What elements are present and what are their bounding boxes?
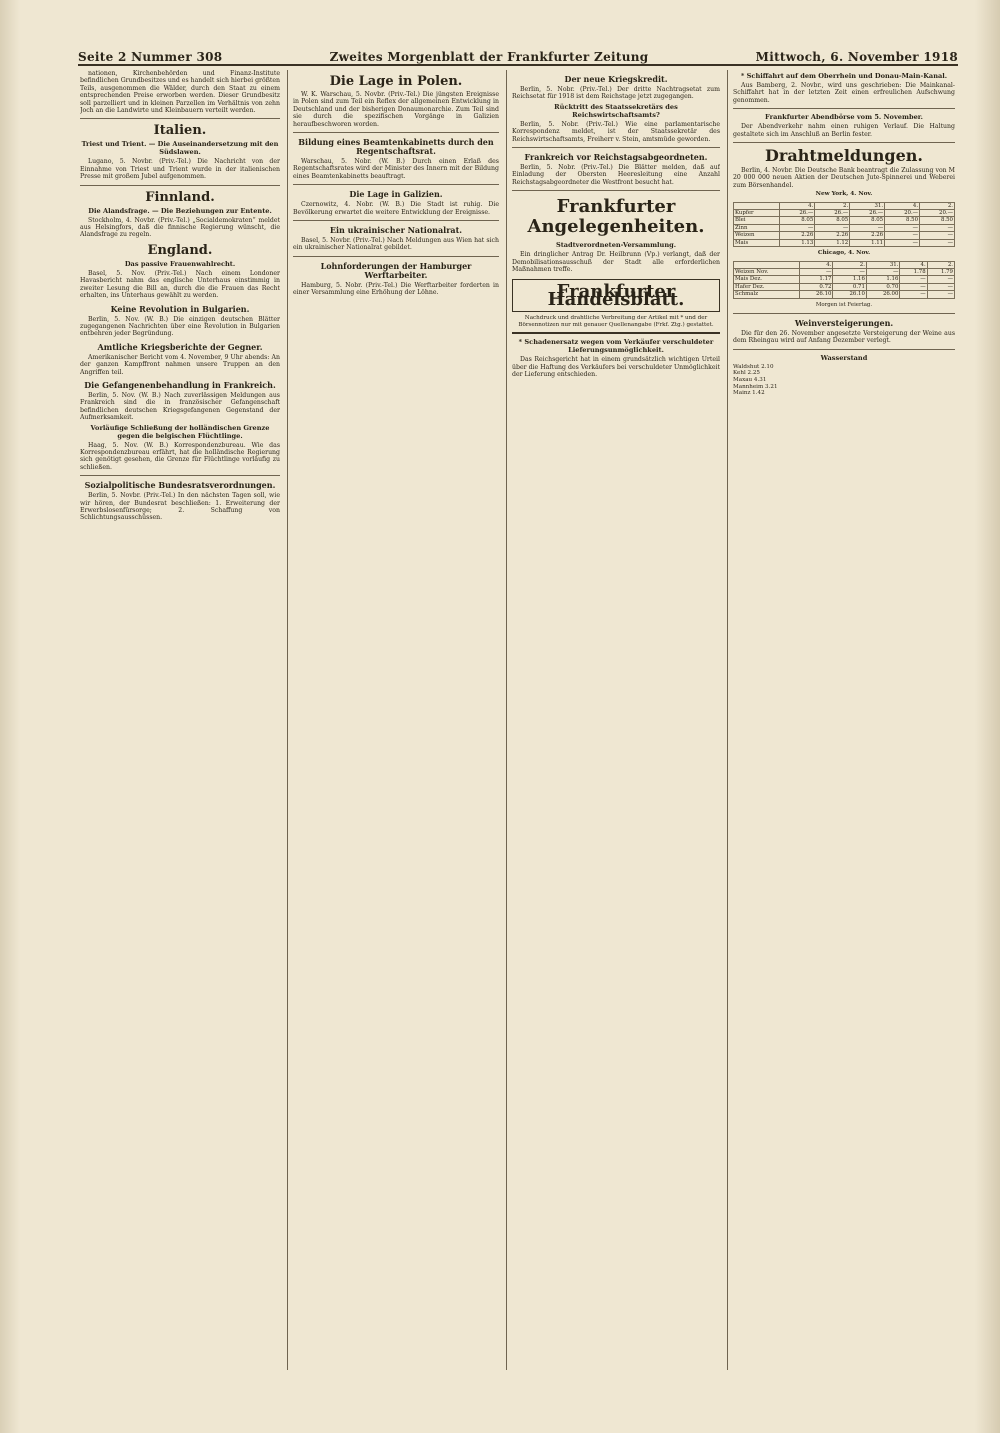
table-cell: 8.05 (850, 217, 885, 224)
market-table-chicago (733, 261, 955, 299)
article-text: Lugano, 5. Novbr. (Priv.-Tel.) Die Nachricht von der Einnahme von Triest und Trient wurde in der italienischen Presse mit großem Jubel aufgenommen. (80, 158, 280, 181)
article-heading: Weinversteigerungen. (794, 317, 894, 328)
table-cell: 0.72 (799, 283, 832, 290)
table-cell: — (927, 276, 954, 283)
article-text: Berlin, 5. Nov. (W. B.) Nach zuverlässigen Meldungen aus Frankreich sind die in französischer Gefangenschaft befindlichen deutschen Kriegsgefangenen Gegenstand der Aufmerksamkeit. (80, 391, 280, 422)
column-header: 4. (900, 261, 927, 268)
column-1 (80, 70, 280, 1375)
table-cell: — (885, 232, 920, 239)
table-cell: — (866, 268, 899, 275)
column-header (734, 202, 780, 209)
section-heading: England. (147, 242, 213, 258)
table-cell: 8.50 (920, 217, 955, 224)
table-cell: Weizen (734, 232, 780, 239)
article-text: Die für den 26. November angesetzte Versteigerung der Weine aus dem Rheingau wird auf Anfang Dezember verlegt. (733, 329, 955, 345)
column-header: 2. (920, 202, 955, 209)
article-subtitle: Das passive Frauenwahlrecht. (124, 259, 236, 268)
reprint-note: Nachdruck und drahtliche Verbreitung der Artikel mit * und der Börsennotizen nur mit genauer Quellenangabe (Frkf. Ztg.) gestattet. (518, 315, 714, 328)
column-2 (293, 70, 499, 1375)
article-subtitle: Triest und Trient. — Die Auseinandersetzung mit den Südslawen. (81, 140, 279, 157)
table-row (734, 239, 955, 246)
table-cell: — (900, 291, 927, 298)
table-header-row (734, 202, 955, 209)
article-heading: Frankfurter Abendbörse vom 5. November. (765, 113, 923, 122)
section-heading: Drahtmeldungen. (765, 146, 923, 166)
market-footnote: Morgen ist Feiertag. (815, 301, 873, 308)
table-cell: — (885, 239, 920, 246)
article-heading: Bildung eines Beamtenkabinetts durch den Regentschaftsrat. (298, 137, 494, 157)
article-heading: * Schiffahrt auf dem Oberrhein und Donau-Main-Kanal. (740, 72, 948, 80)
article-heading: Die Gefangenenbehandlung in Frankreich. (84, 379, 276, 390)
table-cell: — (780, 224, 815, 231)
table-cell: 26.— (850, 210, 885, 217)
article-heading: * Schadenersatz wegen vom Verkäufer verschuldeter Lieferungsunmöglichkeit. (518, 338, 714, 355)
column-rule (287, 70, 288, 1370)
table-row (734, 291, 955, 298)
column-header: 2. (815, 202, 850, 209)
column-header: 2. (833, 261, 866, 268)
article-text: Hamburg, 5. Nobr. (Priv.-Tel.) Die Werftarbeiter forderten in einer Versammlung eine Erhöhung der Löhne. (293, 281, 499, 297)
market-label: Chicago, 4. Nov. (817, 250, 871, 257)
table-cell: 0.71 (833, 283, 866, 290)
column-rule (727, 70, 728, 1370)
column-4 (733, 70, 955, 1375)
article-heading: Vorläufige Schließung der holländischen Grenze gegen die belgischen Flüchtlinge. (90, 423, 270, 440)
article-text: Berlin, 5. Nobr. (Priv.-Tel.) Wie eine parlamentarische Korrespondenz meldet, ist der Staatssekretär des Reichswirtschaftsamts, Freiherr v. Stein, amtsmüde geworden. (512, 120, 720, 143)
section-heading: Italien. (153, 123, 207, 139)
table-row (734, 210, 955, 217)
article-text: Berlin, 5. Nobr. (Priv.-Tel.) Die Blätter melden, daß auf Einladung der Obersten Heeresleitung eine Anzahl Reichstagsabgeordneter die Westfront besucht hat. (512, 164, 720, 186)
table-cell: 1.17 (799, 276, 832, 283)
table-cell: Mais Dez. (734, 276, 800, 283)
table-cell: 2.26 (850, 232, 885, 239)
article-heading: Sozialpolitische Bundesratsverordnungen. (84, 480, 276, 491)
column-header (734, 261, 800, 268)
article-heading: Frankreich vor Reichstagsabgeordneten. (524, 152, 708, 163)
article-text: Amerikanischer Bericht vom 4. November, 9 Uhr abends: An der ganzen Kampffront nahmen unsere Truppen an den Angriffen teil. (80, 353, 280, 376)
table-cell: 1.12 (815, 239, 850, 246)
table-row (734, 283, 955, 290)
list-item: Mannheim 3.21 (733, 383, 778, 390)
table-cell: 8.05 (780, 217, 815, 224)
table-cell: 26.00 (866, 291, 899, 298)
article-text: Ein dringlicher Antrag Dr. Heilbrunn (Vp.) verlangt, daß der Demobilisationsausschuß der Stadt alle erforderlichen Maßnahmen treffe. (512, 251, 720, 274)
page-header (78, 46, 958, 66)
column-header: 31. (850, 202, 885, 209)
article-heading: Keine Revolution in Bulgarien. (110, 303, 250, 314)
handelsblatt-masthead: Frankfurter Handelsblatt. (512, 279, 720, 312)
table-cell: 1.78 (900, 268, 927, 275)
table-row (734, 268, 955, 275)
table-cell: 26.— (780, 210, 815, 217)
table-cell: 1.13 (780, 239, 815, 246)
list-item: Mainz 1.42 (733, 390, 765, 397)
table-cell: — (885, 224, 920, 231)
table-cell: — (900, 276, 927, 283)
table-cell: 8.05 (815, 217, 850, 224)
market-table-newyork (733, 202, 955, 247)
table-cell: 26.— (815, 210, 850, 217)
table-cell: 8.50 (885, 217, 920, 224)
article-heading: Die Lage in Galizien. (349, 189, 443, 200)
table-cell: 20.— (885, 210, 920, 217)
article-text: Haag, 5. Nov. (W. B.) Korrespondenzbureau. Wie das Korrespondenzbureau erfährt, hat die holländische Regierung sich genötigt gesehen, die Grenze für Flüchtlinge vorläufig zu schließen. (80, 441, 280, 471)
article-heading: Ein ukrainischer Nationalrat. (329, 225, 463, 236)
article-text: Czernowitz, 4. Nobr. (W. B.) Die Stadt ist ruhig. Die Bevölkerung erwartet die weitere Entwicklung der Ereignisse. (293, 201, 499, 216)
column-header: 31. (866, 261, 899, 268)
table-cell: — (927, 291, 954, 298)
table-cell: Mais (734, 239, 780, 246)
table-header-row (734, 261, 955, 268)
table-cell: 1.79 (927, 268, 954, 275)
article-text: W. K. Warschau, 5. Novbr. (Priv.-Tel.) Die jüngsten Ereignisse in Polen sind zum Teil ein Reflex der allgemeinen Entwicklung in Deutschland und der bisherigen Donaumonarchie. Zum Teil sind sie durch die spezifischen Vorgänge in Galizien heraufbeschworen worden. (293, 91, 499, 128)
table-cell: — (920, 224, 955, 231)
table-cell: — (833, 268, 866, 275)
column-header: 4. (885, 202, 920, 209)
table-row (734, 276, 955, 283)
table-cell: — (850, 224, 885, 231)
table-cell: — (927, 283, 954, 290)
article-subtitle: Die Alandsfrage. — Die Beziehungen zur Entente. (88, 206, 272, 215)
table-cell: Schmalz (734, 291, 800, 298)
section-heading: Finnland. (145, 189, 215, 205)
table-row (734, 217, 955, 224)
table-cell: 1.16 (833, 276, 866, 283)
article-heading: Lohnforderungen der Hamburger Werftarbeiter. (320, 260, 472, 280)
list-item: Maxau 4.31 (733, 376, 767, 383)
article-text: Das Reichsgericht hat in einem grundsätzlich wichtigen Urteil über die Haftung des Verkäufers bei verschuldeter Unmöglichkeit der Lieferung entschieden. (512, 356, 720, 379)
article-text: Berlin, 5. Nobr. (Priv.-Tel.) Der dritte Nachtragsetat zum Reichsetat für 1918 ist dem Reichstage jetzt zugegangen. (512, 86, 720, 101)
table-cell: Kupfer (734, 210, 780, 217)
column-header: 2. (927, 261, 954, 268)
table-cell: 1.11 (850, 239, 885, 246)
wasserstand-list (733, 364, 955, 397)
market-label: New York, 4. Nov. (815, 191, 873, 198)
table-cell: Weizen Nov. (734, 268, 800, 275)
table-cell: — (900, 283, 927, 290)
table-cell: 0.70 (866, 283, 899, 290)
article-subtitle: Stadtverordneten-Versammlung. (555, 241, 677, 250)
section-heading: Frankfurter Angelegenheiten. (527, 196, 705, 238)
page-label: Seite 2 Nummer 308 (78, 50, 223, 64)
article-text: Basel, 5. Nov. (Priv.-Tel.) Nach einem Londoner Havasbericht nahm das englische Unterhaus einstimmig in zweiter Lesung die Bill an, durch die die Frauen das Recht erhalten, ins Unterhaus gewählt zu werden. (80, 269, 280, 300)
article-heading: Der neue Kriegskredit. (564, 74, 668, 84)
article-text: Berlin, 5. Nov. (W. B.) Die einzigen deutschen Blätter zugegangenen Nachrichten über eine Revolution in Bulgarien entbehren jeder Begründung. (80, 315, 280, 338)
table-cell: 20.— (920, 210, 955, 217)
article-text: Der Abendverkehr nahm einen ruhigen Verlauf. Die Haltung gestaltete sich im Anschluß an Berlin fester. (733, 123, 955, 138)
article-text: nationen, Kirchenbehörden und Finanz-Institute befindlichen Grundbesitzes und es handelt sich hierbei größten Teils, ausgenommen die Wälder, durch den Staat zu einem entsprechenden Preise erworben werden. Dieser Grundbesitz soll parzelliert und in kleinen Parzellen im Verhältnis von zehn Joch an die Landwirte und Kleinbauern verteilt werden. (80, 70, 280, 115)
column-header: 4. (799, 261, 832, 268)
article-heading: Rücktritt des Staatssekretärs des Reichswirtschaftsamts? (554, 102, 678, 119)
table-cell: Blei (734, 217, 780, 224)
table-cell: — (799, 268, 832, 275)
column-rule (506, 70, 507, 1370)
table-cell: — (920, 239, 955, 246)
list-item: Kehl 2.25 (733, 370, 760, 377)
article-text: Berlin, 4. Novbr. Die Deutsche Bank beantragt die Zulassung von M 20 000 000 neuen Aktien der Deutschen Jute-Spinnerei und Weberei zum Börsenhandel. (733, 167, 955, 189)
article-text: Basel, 5. Novbr. (Priv.-Tel.) Nach Meldungen aus Wien hat sich ein ukrainischer Nationalrat gebildet. (293, 237, 499, 252)
table-cell: 2.26 (815, 232, 850, 239)
article-text: Warschau, 5. Nobr. (W. B.) Durch einen Erlaß des Regentschaftsrates wird der Minister des Innern mit der Bildung eines Beamtenkabinetts beauftragt. (293, 158, 499, 180)
table-cell: 2.26 (780, 232, 815, 239)
table-cell: 1.16 (866, 276, 899, 283)
table-cell: Zinn (734, 224, 780, 231)
table-cell: 26.10 (799, 291, 832, 298)
edition-title: Zweites Morgenblatt der Frankfurter Zeitung (329, 50, 649, 64)
article-text: Aus Bamberg, 2. Novbr., wird uns geschrieben: Die Mainkanal-Schiffahrt hat in der letzten Zeit einen erfreulichen Aufschwung genommen. (733, 82, 955, 104)
article-text: Berlin, 5. Novbr. (Priv.-Tel.) In den nächsten Tagen soll, wie wir hören, der Bundesrat beschließen: 1. Erweiterung der Erwerbslosenfürsorge; 2. Schaffung von Schlichtungsausschüssen. (80, 492, 280, 522)
article-text: Stockholm, 4. Novbr. (Priv.-Tel.) „Socialdemokraten“ meldet aus Helsingfors, daß die finnische Regierung wünscht, die Alandsfrage zu regeln. (80, 216, 280, 239)
issue-date: Mittwoch, 6. November 1918 (755, 50, 958, 64)
table-cell: — (920, 232, 955, 239)
table-row (734, 232, 955, 239)
list-item: Waldshut 2.10 (733, 363, 774, 370)
table-cell: — (815, 224, 850, 231)
table-row (734, 224, 955, 231)
column-3 (512, 70, 720, 1375)
table-cell: 26.10 (833, 291, 866, 298)
article-heading: Die Lage in Polen. (329, 74, 463, 89)
article-heading: Wasserstand (820, 353, 868, 362)
article-heading: Amtliche Kriegsberichte der Gegner. (97, 341, 263, 352)
column-header: 4. (780, 202, 815, 209)
table-cell: Hafer Dez. (734, 283, 800, 290)
